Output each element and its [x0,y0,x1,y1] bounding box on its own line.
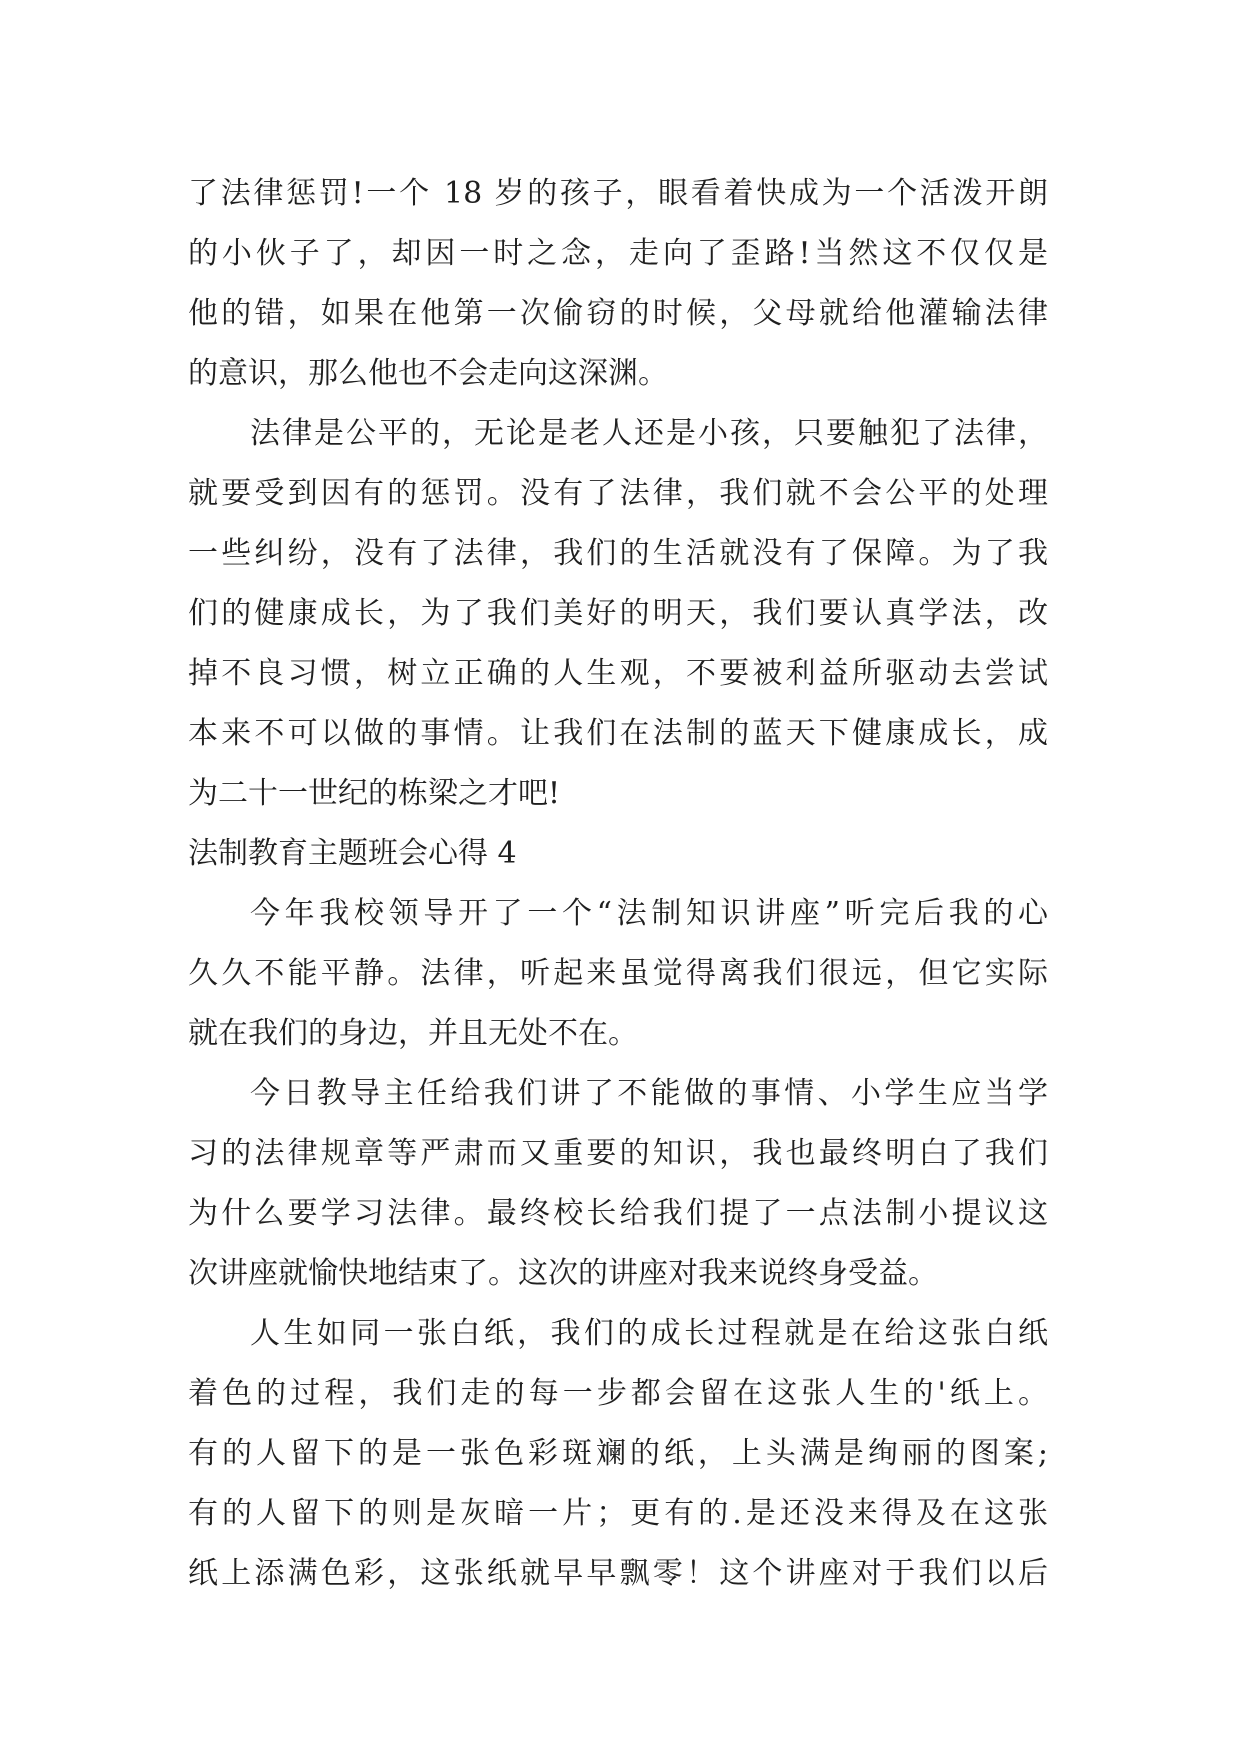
text-line: 今年我校领导开了一个“法制知识讲座”听完后我的心 [250,896,1048,931]
section-heading: 法制教育主题班会心得 4 [188,836,517,871]
document-body [188,164,1048,1604]
text-line: 本来不可以做的事情。让我们在法制的蓝天下健康成长，成 [188,716,1048,751]
text-line: 人生如同一张白纸，我们的成长过程就是在给这张白纸 [250,1316,1048,1351]
text-line: 了法律惩罚!一个 18 岁的孩子，眼看着快成为一个活泼开朗 [188,176,1048,211]
text-line: 们的健康成长，为了我们美好的明天，我们要认真学法，改 [188,596,1048,631]
text-line: 习的法律规章等严肃而又重要的知识，我也最终明白了我们 [188,1136,1048,1171]
text-line: 次讲座就愉快地结束了。这次的讲座对我来说终身受益。 [188,1256,938,1291]
paragraph [188,404,1048,824]
text-line: 着色的过程，我们走的每一步都会留在这张人生的'纸上。 [188,1376,1048,1411]
text-line: 掉不良习惯，树立正确的人生观，不要被利益所驱动去尝试 [188,656,1048,691]
paragraph [188,1064,1048,1304]
text-line: 为二十一世纪的栋梁之才吧! [188,776,561,811]
text-line: 今日教导主任给我们讲了不能做的事情、小学生应当学 [250,1076,1048,1111]
text-line: 为什么要学习法律。最终校长给我们提了一点法制小提议这 [188,1196,1048,1231]
text-line: 久久不能平静。法律，听起来虽觉得离我们很远，但它实际 [188,956,1048,991]
paragraph [188,164,1048,404]
text-line: 有的人留下的是一张色彩斑斓的纸，上头满是绚丽的图案; [188,1436,1048,1471]
text-line: 法律是公平的，无论是老人还是小孩，只要触犯了法律， [250,416,1048,451]
text-line: 的小伙子了，却因一时之念，走向了歪路!当然这不仅仅是 [188,236,1048,271]
text-line: 就要受到因有的惩罚。没有了法律，我们就不会公平的处理 [188,476,1048,511]
text-line: 纸上添满色彩，这张纸就早早飘零！这个讲座对于我们以后 [188,1556,1048,1591]
paragraph [188,1304,1048,1604]
text-line: 就在我们的身边，并且无处不在。 [188,1016,638,1051]
paragraph [188,884,1048,1064]
text-line: 他的错，如果在他第一次偷窃的时候，父母就给他灌输法律 [188,296,1048,331]
text-line: 有的人留下的则是灰暗一片；更有的.是还没来得及在这张 [188,1496,1048,1531]
text-line: 的意识，那么他也不会走向这深渊。 [188,356,668,391]
text-line: 一些纠纷，没有了法律，我们的生活就没有了保障。为了我 [188,536,1048,571]
